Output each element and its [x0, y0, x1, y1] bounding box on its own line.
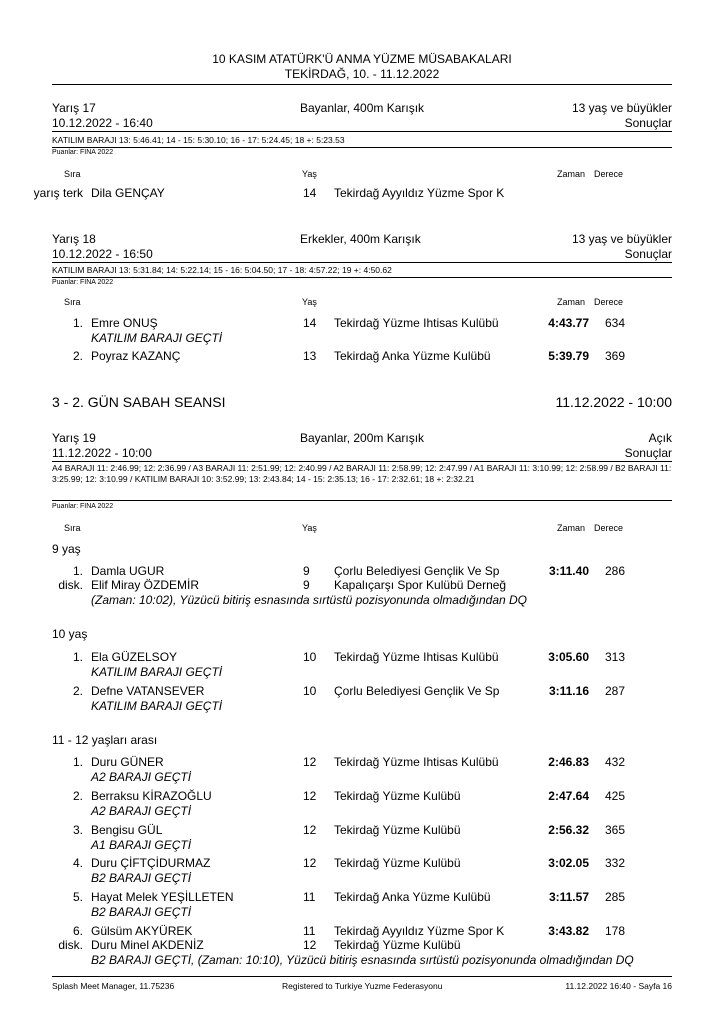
- swimmer-name: Poyraz KAZANÇ: [91, 349, 181, 363]
- result-place: 6.: [72, 924, 83, 938]
- result-note: B2 BARAJI GEÇTİ: [91, 871, 192, 885]
- swim-time: 3:11.40: [548, 564, 589, 578]
- swim-time: 3:02.05: [548, 856, 589, 870]
- race-baraji: A4 BARAJI 11: 2:46.99; 12: 2:36.99 / A3 BARAJI 11: 2:51.99; 12: 2:40.99 / A2 BARAJI 11: 2:58.99; 12: 2:47.99 / A1 BARAJI 11: 3:10.99; 12: 2:58.99 / B2 BARAJI 11: 3:25.99; 12: 3:10.99 / KATILIM BARAJI 10: 3:52.99; 13: 2:43.84; 14 - 15: 2:35.13; 16 - 17: 2:32.61; 18 +: 2:32.21: [52, 463, 672, 484]
- swimmer-name: Hayat Melek YEŞİLLETEN: [91, 890, 234, 904]
- swimmer-name: Damla UGUR: [91, 564, 165, 578]
- swimmer-club: Tekirdağ Yüzme Ihtisas Kulübü: [334, 316, 499, 330]
- race-status: Sonuçlar: [624, 247, 672, 261]
- swimmer-club: Tekirdağ Yüzme Ihtisas Kulübü: [334, 650, 499, 664]
- swim-time: 5:39.79: [548, 349, 589, 363]
- result-note: KATILIM BARAJI GEÇTİ: [91, 699, 223, 713]
- col-head-sira: Sıra: [64, 297, 81, 307]
- fina-points: 285: [605, 890, 626, 904]
- fina-points: 287: [605, 684, 626, 698]
- result-note: A1 BARAJI GEÇTİ: [91, 838, 192, 852]
- swimmer-age: 13: [303, 349, 317, 363]
- race-datetime: 10.12.2022 - 16:50: [52, 247, 153, 261]
- swim-time: 3:11.57: [548, 890, 589, 904]
- age-group-heading: 10 yaş: [52, 627, 88, 641]
- swim-time: 3:05.60: [548, 650, 589, 664]
- race-datetime: 11.12.2022 - 10:00: [52, 446, 152, 460]
- race-datetime: 10.12.2022 - 16:40: [52, 116, 153, 130]
- fina-points: 369: [605, 349, 626, 363]
- result-place: yarış terk: [33, 186, 83, 200]
- fina-points: 432: [605, 755, 626, 769]
- swimmer-club: Tekirdağ Ayyıldız Yüzme Spor K: [334, 924, 505, 938]
- swimmer-age: 9: [303, 564, 310, 578]
- race-baraji: KATILIM BARAJI 13: 5:31.84; 14: 5:22.14; 15 - 16: 5:04.50; 17 - 18: 4:57.22; 19 +: 4:50.62: [52, 265, 392, 275]
- race-number: Yarış 19: [52, 431, 96, 445]
- swimmer-age: 11: [303, 890, 316, 904]
- col-head-yas: Yaş: [302, 523, 317, 533]
- session-datetime: 11.12.2022 - 10:00: [555, 394, 672, 410]
- swimmer-name: Ela GÜZELSOY: [91, 650, 178, 664]
- fina-points: 425: [605, 789, 626, 803]
- swimmer-club: Kapalıçarşı Spor Kulübü Derneğ: [334, 578, 507, 592]
- footer-page-info: 11.12.2022 16:40 - Sayfa 16: [565, 981, 672, 991]
- result-place: 1.: [72, 650, 83, 664]
- divider: [52, 277, 672, 278]
- swimmer-club: Tekirdağ Anka Yüzme Kulübü: [334, 890, 491, 904]
- swimmer-name: Bengisu GÜL: [91, 823, 163, 837]
- result-place: 3.: [72, 823, 83, 837]
- col-head-zaman: Zaman: [557, 297, 586, 307]
- result-place: 2.: [72, 684, 83, 698]
- swimmer-age: 12: [303, 823, 317, 837]
- footer-divider: [52, 976, 672, 977]
- document-title: 10 KASIM ATATÜRK'Ü ANMA YÜZME MÜSABAKALARI: [212, 52, 512, 66]
- col-head-sira: Sıra: [64, 523, 81, 533]
- divider: [52, 500, 672, 501]
- race-number: Yarış 17: [52, 101, 96, 115]
- swimmer-club: Tekirdağ Yüzme Kulübü: [334, 856, 461, 870]
- result-place: 4.: [72, 856, 83, 870]
- race-event: Bayanlar, 200m Karışık: [300, 431, 425, 445]
- swimmer-club: Tekirdağ Yüzme Kulübü: [334, 938, 461, 952]
- swimmer-name: Duru ÇİFTÇİDURMAZ: [91, 856, 211, 870]
- result-place: disk.: [58, 578, 83, 592]
- swimmer-club: Tekirdağ Anka Yüzme Kulübü: [334, 349, 491, 363]
- divider: [52, 131, 672, 132]
- swimmer-name: Duru GÜNER: [91, 755, 164, 769]
- swim-time: 2:47.64: [548, 789, 589, 803]
- swimmer-name: Duru Minel AKDENİZ: [91, 938, 204, 952]
- race-age-group: 13 yaş ve büyükler: [571, 101, 672, 115]
- swimmer-club: Çorlu Belediyesi Gençlik Ve Sp: [334, 564, 500, 578]
- swimmer-club: Tekirdağ Ayyıldız Yüzme Spor K: [334, 186, 505, 200]
- swimmer-club: Tekirdağ Yüzme Kulübü: [334, 823, 461, 837]
- col-head-derece: Derece: [594, 523, 624, 533]
- result-place: disk.: [58, 938, 83, 952]
- race-number: Yarış 18: [52, 232, 96, 246]
- swimmer-age: 14: [303, 186, 317, 200]
- age-group-heading: 9 yaş: [52, 542, 81, 556]
- swimmer-age: 10: [303, 650, 317, 664]
- footer-registration: Registered to Turkiye Yuzme Federasyonu: [282, 981, 443, 991]
- fina-points: 178: [605, 924, 626, 938]
- fina-points: 365: [605, 823, 626, 837]
- col-head-sira: Sıra: [64, 169, 81, 179]
- col-head-derece: Derece: [594, 169, 624, 179]
- fina-points: 286: [605, 564, 626, 578]
- race-baraji: KATILIM BARAJI 13: 5:46.41; 14 - 15: 5:30.10; 16 - 17: 5:24.45; 18 +: 5:23.53: [52, 135, 345, 145]
- fina-points: 634: [605, 316, 626, 330]
- col-head-zaman: Zaman: [557, 523, 586, 533]
- swim-time: 2:46.83: [548, 755, 589, 769]
- race-status: Sonuçlar: [624, 446, 672, 460]
- age-group-heading: 11 - 12 yaşları arası: [52, 733, 158, 747]
- swimmer-name: Defne VATANSEVER: [91, 684, 205, 698]
- swimmer-club: Tekirdağ Yüzme Kulübü: [334, 789, 461, 803]
- result-note: (Zaman: 10:02), Yüzücü bitiriş esnasında sırtüstü pozisyonunda olmadığından DQ: [91, 593, 528, 607]
- swimmer-club: Tekirdağ Yüzme Ihtisas Kulübü: [334, 755, 499, 769]
- result-note: A2 BARAJI GEÇTİ: [91, 804, 192, 818]
- result-note: KATILIM BARAJI GEÇTİ: [91, 331, 223, 345]
- document-subtitle: TEKİRDAĞ, 10. - 11.12.2022: [284, 67, 440, 81]
- puanlar-note: Puanlar: FINA 2022: [52, 279, 114, 286]
- swimmer-age: 9: [303, 578, 310, 592]
- footer-software: Splash Meet Manager, 11.75236: [52, 981, 175, 991]
- session-title: 3 - 2. GÜN SABAH SEANSI: [52, 394, 226, 410]
- fina-points: 332: [605, 856, 626, 870]
- swim-time: 3:43.82: [548, 924, 589, 938]
- swimmer-age: 12: [303, 755, 317, 769]
- result-note: B2 BARAJI GEÇTİ, (Zaman: 10:10), Yüzücü bitiriş esnasında sırtüstü pozisyonunda olmadığından DQ: [91, 953, 634, 967]
- swimmer-name: Dila GENÇAY: [91, 186, 165, 200]
- swimmer-age: 10: [303, 684, 317, 698]
- divider: [52, 262, 672, 263]
- result-place: 2.: [72, 349, 83, 363]
- swimmer-age: 12: [303, 856, 317, 870]
- col-head-derece: Derece: [594, 297, 624, 307]
- divider: [52, 147, 672, 148]
- swim-time: 4:43.77: [548, 316, 589, 330]
- result-place: 5.: [72, 890, 83, 904]
- swimmer-club: Çorlu Belediyesi Gençlik Ve Sp: [334, 684, 500, 698]
- result-place: 1.: [72, 316, 83, 330]
- swimmer-name: Elif Miray ÖZDEMİR: [91, 578, 199, 592]
- race-event: Bayanlar, 400m Karışık: [300, 101, 425, 115]
- puanlar-note: Puanlar: FINA 2022: [52, 149, 114, 156]
- result-place: 2.: [72, 789, 83, 803]
- swimmer-age: 12: [303, 789, 317, 803]
- swim-time: 3:11.16: [548, 684, 589, 698]
- puanlar-note: Puanlar: FINA 2022: [52, 503, 114, 510]
- swimmer-age: 11: [303, 924, 316, 938]
- col-head-yas: Yaş: [302, 169, 317, 179]
- race-event: Erkekler, 400m Karışık: [300, 232, 421, 246]
- header-divider: [52, 84, 672, 85]
- swim-time: 2:56.32: [548, 823, 589, 837]
- fina-points: 313: [605, 650, 626, 664]
- swimmer-name: Emre ONUŞ: [91, 316, 158, 330]
- result-note: A2 BARAJI GEÇTİ: [91, 770, 192, 784]
- col-head-zaman: Zaman: [557, 169, 586, 179]
- result-place: 1.: [72, 755, 83, 769]
- race-age-group: Açık: [648, 431, 672, 445]
- result-note: B2 BARAJI GEÇTİ: [91, 905, 192, 919]
- swimmer-age: 14: [303, 316, 317, 330]
- divider: [52, 461, 672, 462]
- race-status: Sonuçlar: [624, 116, 672, 130]
- swimmer-name: Berraksu KİRAZOĞLU: [91, 789, 212, 803]
- swimmer-age: 12: [303, 938, 317, 952]
- col-head-yas: Yaş: [302, 297, 317, 307]
- result-place: 1.: [72, 564, 83, 578]
- race-age-group: 13 yaş ve büyükler: [571, 232, 672, 246]
- result-note: KATILIM BARAJI GEÇTİ: [91, 665, 223, 679]
- swimmer-name: Gülsüm AKYÜREK: [91, 924, 193, 938]
